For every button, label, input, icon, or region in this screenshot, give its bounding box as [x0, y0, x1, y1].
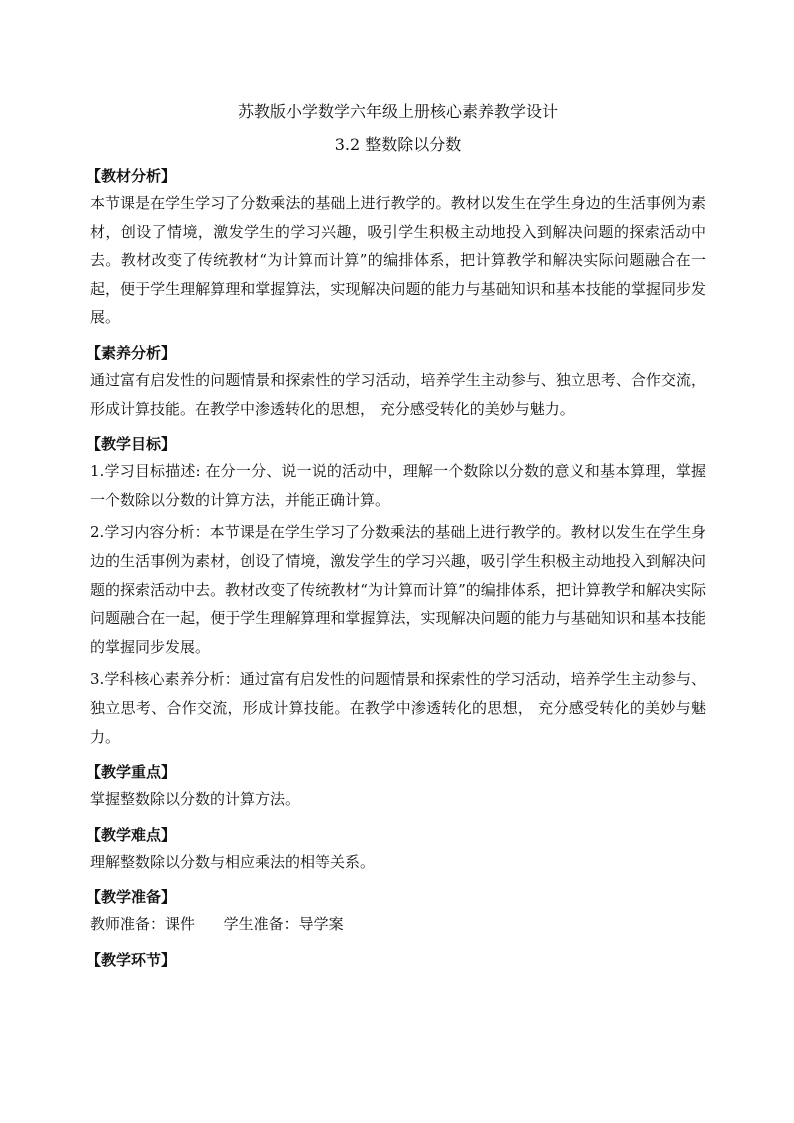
section-heading: 【教学准备】: [86, 888, 177, 907]
section-paragraph: 理解整数除以分数与相应乘法的相等关系。: [90, 852, 376, 871]
section-paragraph: 教师准备：课件 学生准备：导学案: [90, 915, 344, 934]
section-heading: 【教学环节】: [86, 950, 177, 969]
section-paragraph: 本节课是在学生学习了分数乘法的基础上进行教学的。教材以发生在学生身边的生活事例为素材，创设了情境，激发学生的学习兴趣，吸引学生积极主动地投入到解决问题的探索活动中去。教材改变了传统教材“为计算而计算”的编排体系，把计算教学和解决实际问题融合在一起，便于学生理解算理和掌握算法，实现解决问题的能力与基础知识和基本技能的掌握同步发展。: [90, 194, 706, 327]
section-heading: 【教材分析】: [86, 167, 177, 185]
section-heading: 【教学目标】: [86, 435, 177, 454]
section-key-points: [86, 762, 706, 814]
section-paragraph: 掌握整数除以分数的计算方法。: [90, 790, 301, 809]
document-title: 苏教版小学数学六年级上册核心素养教学设计: [237, 102, 558, 121]
objective-paragraph-1: 1.学习目标描述: 在分一分、说一说的活动中，理解一个数除以分数的意义和基本算理，掌握一个数除以分数的计算方法，并能正确计算。: [90, 462, 706, 509]
document-page: [86, 100, 706, 970]
section-paragraph: 通过富有启发性的问题情景和探索性的学习活动，培养学生主动参与、独立思考、合作交流，形成计算技能。在教学中渗透转化的思想， 充分感受转化的美妙与魅力。: [90, 370, 706, 418]
section-literacy-analysis: [86, 343, 706, 423]
objective-paragraph-2: 2.学习内容分析：本节课是在学生学习了分数乘法的基础上进行教学的。教材以发生在学生身边的生活事例为素材，创设了情境，激发学生的学习兴趣，吸引学生积极主动地投入到解决问题的探索活动中去。教材改变了传统教材“为计算而计算”的编排体系，把计算教学和解决实际问题融合在一起，便于学生理解算理和掌握算法，实现解决问题的能力与基础知识和基本技能的掌握同步发展。: [90, 523, 706, 656]
section-heading: 【教学难点】: [86, 825, 177, 844]
section-heading: 【教学重点】: [86, 763, 177, 782]
lesson-title: 3.2 整数除以分数: [334, 135, 462, 154]
section-heading: 【素养分析】: [86, 343, 177, 362]
objective-paragraph-3: 3.学科核心素养分析：通过富有启发性的问题情景和探索性的学习活动，培养学生主动参与、独立思考、合作交流，形成计算技能。在教学中渗透转化的思想， 充分感受转化的美妙与魅力。: [90, 670, 706, 746]
section-textbook-analysis: [86, 166, 706, 332]
section-teaching-steps: [86, 950, 706, 970]
section-preparation: [86, 887, 706, 939]
section-teaching-objectives: [86, 434, 706, 751]
section-difficulties: [86, 825, 706, 877]
